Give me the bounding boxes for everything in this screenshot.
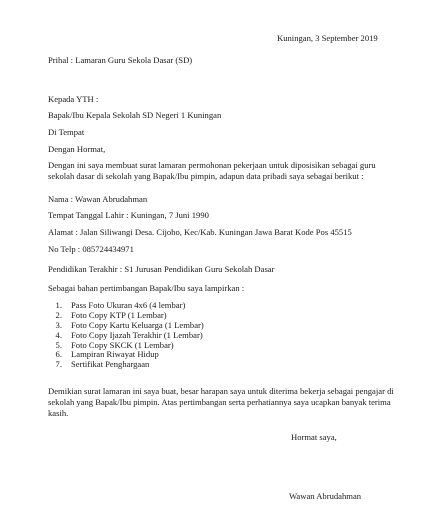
personal-phone: No Telp : 085724434971 [48,244,134,254]
greeting: Dengan Hormat, [48,144,106,154]
signature-name: Wawan Abrudahman [289,491,362,501]
list-item: 4. Foto Copy Ijazah Terakhir (1 Lembar) [55,329,203,340]
intro-paragraph: Dengan ini saya membuat surat lamaran permohonan pekerjaan untuk diposisikan sebagai guru sekolah dasar di sekolah yang Bapak/Ibu pimpin, adapun data pribadi saya sebagai berikut : [48,160,376,181]
signoff: Hormat saya, [291,432,337,442]
personal-education: Pendidikan Terakhir : S1 Jurusan Pendidikan Guru Sekolah Dasar [48,264,275,274]
personal-address: Alamat : Jalan Siliwangi Desa. Cijoho, Kec/Kab. Kuningan Jawa Barat Kode Pos 45515 [48,227,352,237]
personal-birth: Tempat Tanggal Lahir : Kuningan, 7 Juni 1990 [48,210,209,220]
list-item: 6. Lampiran Riwayat Hidup [55,349,159,360]
list-item: 3. Foto Copy Kartu Keluarga (1 Lembar) [55,319,204,330]
list-item: 2. Foto Copy KTP (1 Lembar) [55,309,167,320]
personal-name: Nama : Wawan Abrudahman [48,194,148,204]
attachments-list [48,301,204,370]
recipient: Bapak/Ibu Kepala Sekolah SD Negeri 1 Kuningan [48,110,222,120]
list-item: 7. Sertifikat Penghargaan [55,359,150,370]
list-item: 5. Foto Copy SKCK (1 Lembar) [55,339,174,350]
closing-paragraph: Demikian surat lamaran ini saya buat, besar harapan saya untuk diterima bekerja sebagai pengajar di sekolah yang Bapak/Ibu pimpin. Atas pertimbangan serta perhatiannya saya ucapkan banyak terima kasih. [48,386,394,418]
location: Di Tempat [48,127,85,137]
to-label: Kepada YTH : [48,94,99,104]
attachments-intro: Sebagai bahan pertimbangan Bapak/Ibu saya lampirkan : [48,283,245,293]
subject-line: Prihal : Lamaran Guru Sekola Dasar (SD) [48,55,193,65]
list-item: 1. Pass Foto Ukuran 4x6 (4 lembar) [55,300,186,310]
place-date: Kuningan, 3 September 2019 [277,33,378,43]
